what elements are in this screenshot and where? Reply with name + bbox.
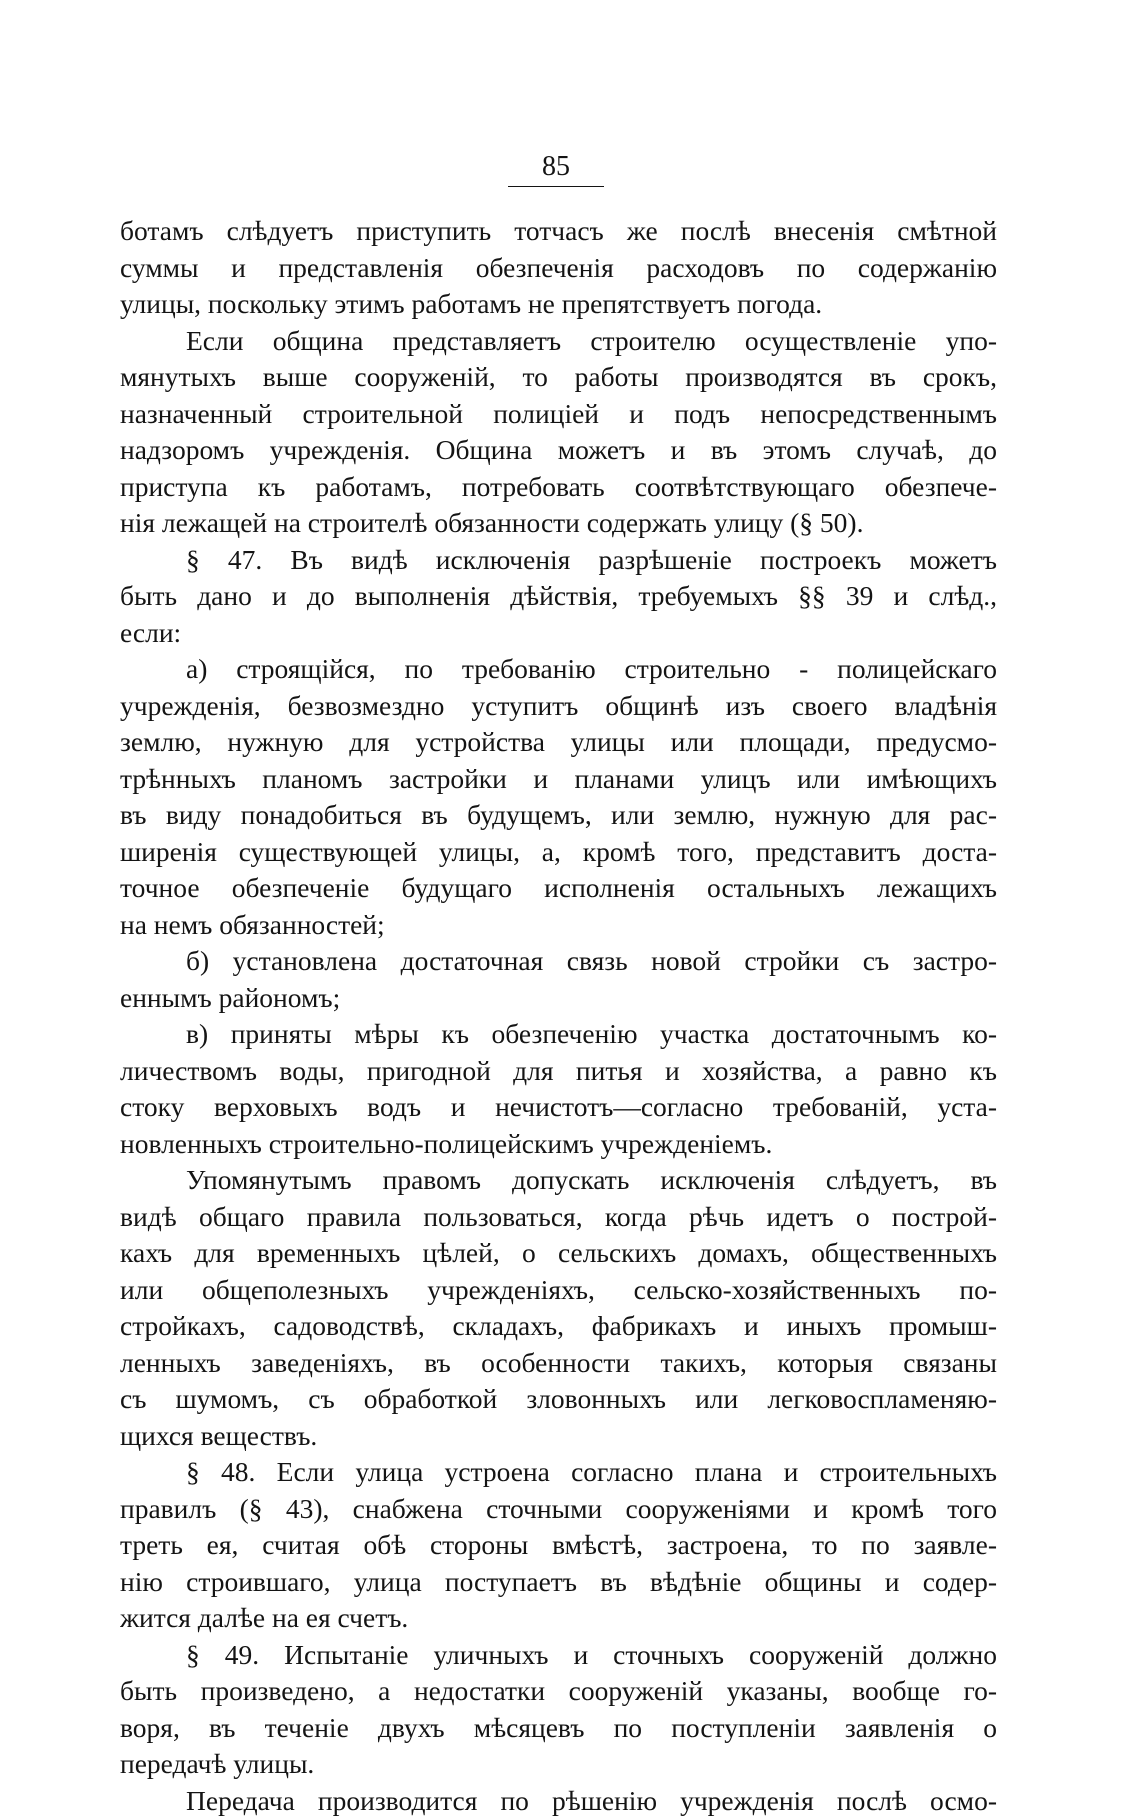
text-line: кахъ для временныхъ цѣлей, о сельскихъ домахъ, общественныхъ [120, 1235, 997, 1272]
text-line: § 48. Если улица устроена согласно плана и строительныхъ [120, 1454, 997, 1491]
text-line: § 49. Испытаніе уличныхъ и сточныхъ сооруженій должно [120, 1637, 997, 1674]
text-line: б) установлена достаточная связь новой стройки съ застро- [120, 943, 997, 980]
text-line: в) приняты мѣры къ обезпеченію участка достаточнымъ ко- [120, 1016, 997, 1053]
text-line: Передача производится по рѣшенію учрежденія послѣ осмо- [120, 1783, 997, 1819]
text-line: новленныхъ строительно-полицейскимъ учрежденіемъ. [120, 1126, 997, 1163]
text-line: если: [120, 615, 997, 652]
text-line: землю, нужную для устройства улицы или площади, предусмо- [120, 724, 997, 761]
text-line: суммы и представленія обезпеченія расходовъ по содержанію [120, 250, 997, 287]
page-number: 85 [508, 150, 604, 187]
text-line: улицы, поскольку этимъ работамъ не препятствуетъ погода. [120, 286, 997, 323]
text-line: ботамъ слѣдуетъ приступить тотчасъ же послѣ внесенія смѣтной [120, 213, 997, 250]
text-line: стоку верховыхъ водъ и нечистотъ—согласно требованій, уста- [120, 1089, 997, 1126]
text-line: треть ея, считая обѣ стороны вмѣстѣ, застроена, то по заявле- [120, 1527, 997, 1564]
text-line: еннымъ райономъ; [120, 980, 997, 1017]
text-line: учрежденія, безвозмездно уступитъ общинѣ изъ своего владѣнія [120, 688, 997, 725]
text-line: правилъ (§ 43), снабжена сточными сооруженіями и кромѣ того [120, 1491, 997, 1528]
text-line: или общеполезныхъ учрежденіяхъ, сельско-хозяйственныхъ по- [120, 1272, 997, 1309]
text-line: нія лежащей на строителѣ обязанности содержать улицу (§ 50). [120, 505, 997, 542]
text-line: на немъ обязанностей; [120, 907, 997, 944]
text-line: воря, въ теченіе двухъ мѣсяцевъ по поступленіи заявленія о [120, 1710, 997, 1747]
text-line: мянутыхъ выше сооруженій, то работы производятся въ срокъ, [120, 359, 997, 396]
text-line: щихся веществъ. [120, 1418, 997, 1455]
text-line: стройкахъ, садоводствѣ, складахъ, фабрикахъ и иныхъ промыш- [120, 1308, 997, 1345]
text-line: быть произведено, а недостатки сооруженій указаны, вообще го- [120, 1673, 997, 1710]
text-line: видѣ общаго правила пользоваться, когда рѣчь идетъ о построй- [120, 1199, 997, 1236]
text-line: надзоромъ учрежденія. Община можетъ и въ этомъ случаѣ, до [120, 432, 997, 469]
text-line: точное обезпеченіе будущаго исполненія остальныхъ лежащихъ [120, 870, 997, 907]
text-line: назначенный строительной полиціей и подъ непосредственнымъ [120, 396, 997, 433]
text-line: съ шумомъ, съ обработкой зловонныхъ или легковоспламеняю- [120, 1381, 997, 1418]
text-line: жится далѣе на ея счетъ. [120, 1600, 997, 1637]
text-line: быть дано и до выполненія дѣйствія, требуемыхъ §§ 39 и слѣд., [120, 578, 997, 615]
text-line: трѣнныхъ планомъ застройки и планами улицъ или имѣющихъ [120, 761, 997, 798]
text-line: ширенія существующей улицы, а, кромѣ того, представитъ доста- [120, 834, 997, 871]
text-line: личествомъ воды, пригодной для питья и хозяйства, а равно къ [120, 1053, 997, 1090]
text-line: передачѣ улицы. [120, 1746, 997, 1783]
text-line: Упомянутымъ правомъ допускать исключенія слѣдуетъ, въ [120, 1162, 997, 1199]
text-line: нію строившаго, улица поступаетъ въ вѣдѣніе общины и содер- [120, 1564, 997, 1601]
text-line: Если община представляетъ строителю осуществленіе упо- [120, 323, 997, 360]
body-text [120, 213, 997, 1819]
text-line: а) строящійся, по требованію строительно - полицейскаго [120, 651, 997, 688]
text-line: § 47. Въ видѣ исключенія разрѣшеніе построекъ можетъ [120, 542, 997, 579]
text-line: ленныхъ заведеніяхъ, въ особенности такихъ, которыя связаны [120, 1345, 997, 1382]
text-line: въ виду понадобиться въ будущемъ, или землю, нужную для рас- [120, 797, 997, 834]
text-line: приступа къ работамъ, потребовать соотвѣтствующаго обезпече- [120, 469, 997, 506]
